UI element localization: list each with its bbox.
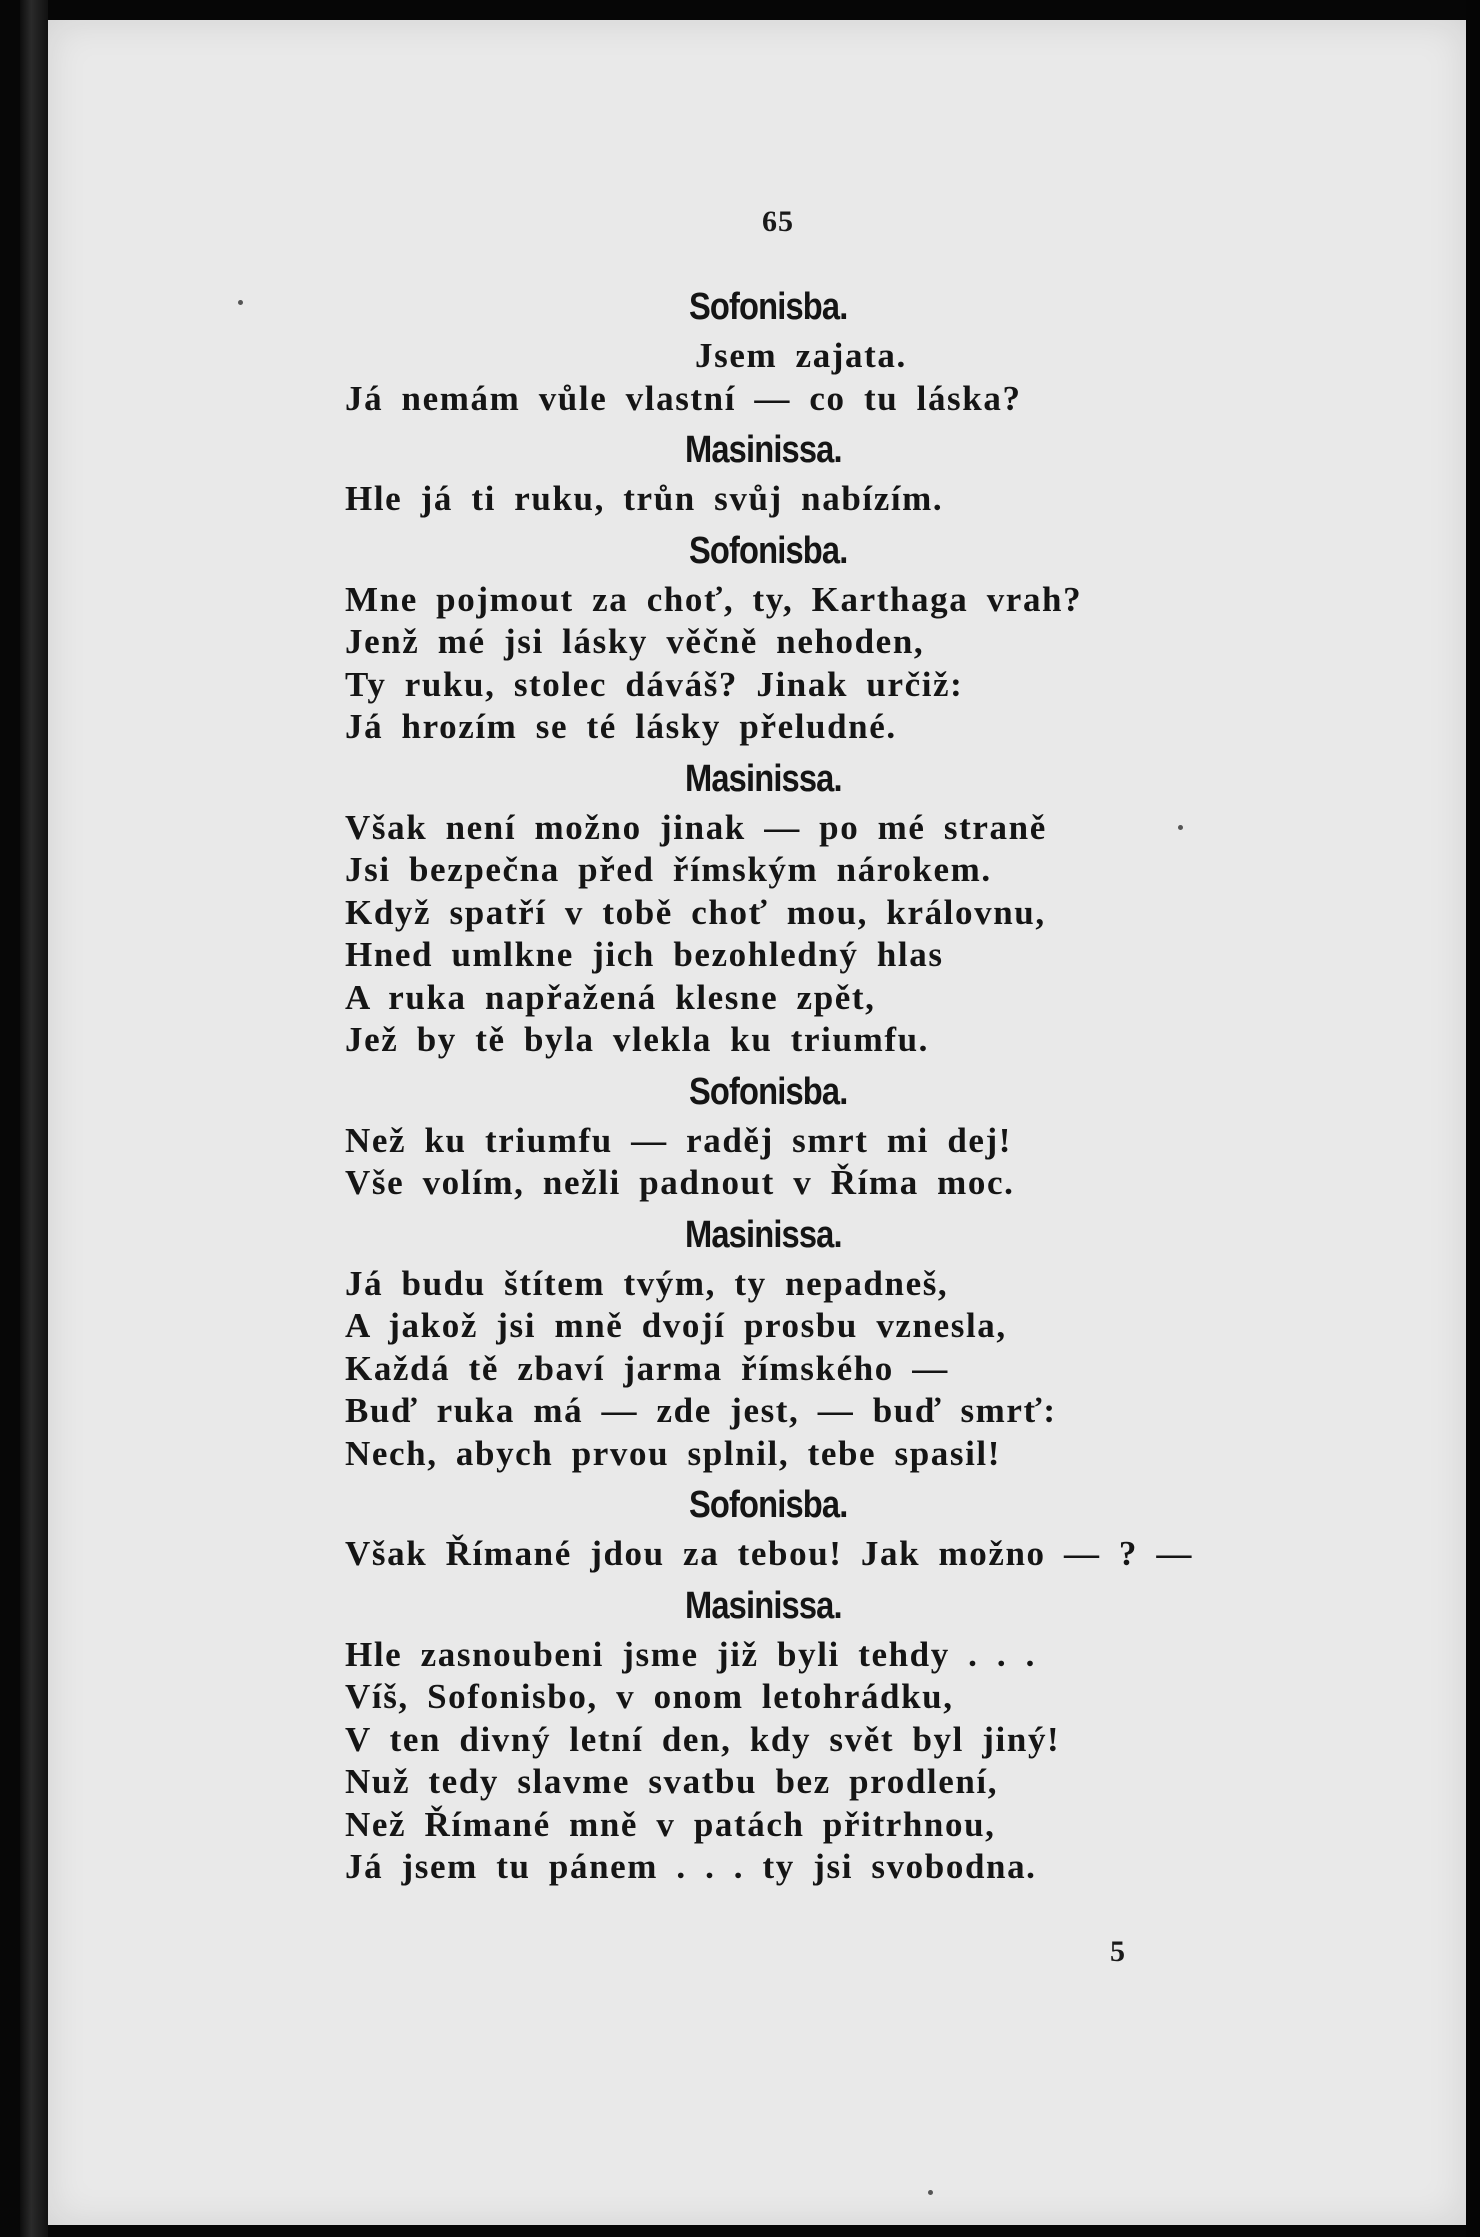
verse-line: Já nemám vůle vlastní — co tu láska?	[345, 378, 1022, 418]
verse-line: Však Římané jdou za tebou! Jak možno — ? —	[345, 1534, 1193, 1573]
print-speck	[238, 300, 243, 305]
signature-mark: 5	[1110, 1935, 1125, 1968]
verse-line: A jakož jsi mně dvojí prosbu vznesla,	[345, 1306, 1007, 1345]
verse-line: Jsi bezpečna před římským nárokem.	[345, 850, 992, 889]
verse-line: Nech, abych prvou splnil, tebe spasil!	[345, 1433, 1002, 1473]
speaker-name: Masinissa.	[685, 1584, 842, 1627]
verse-line: Však není možno jinak — po mé straně	[345, 807, 1047, 847]
verse-line: Hned umlkne jich bezohledný hlas	[345, 935, 944, 974]
verse-line: Já hrozím se té lásky přeludné.	[345, 707, 897, 746]
verse-line: Já budu štítem tvým, ty nepadneš,	[345, 1263, 949, 1303]
speaker-name: Masinissa.	[685, 1213, 842, 1256]
verse-line: Nuž tedy slavme svatbu bez prodlení,	[345, 1762, 999, 1801]
verse-line: Já jsem tu pánem . . . ty jsi svobodna.	[345, 1847, 1037, 1886]
speaker-name: Sofonisba.	[689, 286, 848, 328]
verse-line: Hle já ti ruku, trůn svůj nabízím.	[345, 479, 944, 518]
speaker-name: Sofonisba.	[689, 529, 848, 572]
print-speck	[928, 2190, 933, 2195]
verse-line: Vše volím, nežli padnout v Říma moc.	[345, 1163, 1015, 1202]
verse-line: Mne pojmout za choť, ty, Karthaga vrah?	[345, 579, 1083, 619]
speaker-name: Masinissa.	[685, 757, 842, 800]
verse-line: Ty ruku, stolec dáváš? Jinak určiž:	[345, 664, 964, 704]
verse-line: Jež by tě byla vlekla ku triumfu.	[345, 1020, 929, 1059]
scan-top-edge	[0, 0, 1480, 20]
verse-line: Každá tě zbaví jarma římského —	[345, 1348, 949, 1388]
verse-line: A ruka napřažená klesne zpět,	[345, 977, 876, 1017]
speaker-name: Sofonisba.	[689, 1484, 848, 1526]
verse-line: Víš, Sofonisbo, v onom letohrádku,	[345, 1677, 954, 1716]
scan-right-edge	[1466, 0, 1480, 2237]
verse-line: Hle zasnoubeni jsme již byli tehdy . . .	[345, 1634, 1036, 1674]
verse-line: V ten divný letní den, kdy svět byl jiný!	[345, 1719, 1061, 1759]
verse-line: Jsem zajata.	[695, 336, 907, 375]
book-gutter	[20, 0, 48, 2237]
verse-line: Jenž mé jsi lásky věčně nehoden,	[345, 622, 925, 661]
page-number: 65	[762, 205, 794, 238]
verse-line: Když spatří v tobě choť mou, královnu,	[345, 892, 1046, 932]
speaker-name: Sofonisba.	[689, 1070, 848, 1113]
verse-line: Než Římané mně v patách přitrhnou,	[345, 1804, 996, 1844]
play-text	[345, 285, 1205, 1889]
verse-line: Než ku triumfu — raděj smrt mi dej!	[345, 1120, 1013, 1160]
speaker-name: Masinissa.	[685, 429, 842, 471]
verse-line: Buď ruka má — zde jest, — buď smrť:	[345, 1391, 1057, 1430]
